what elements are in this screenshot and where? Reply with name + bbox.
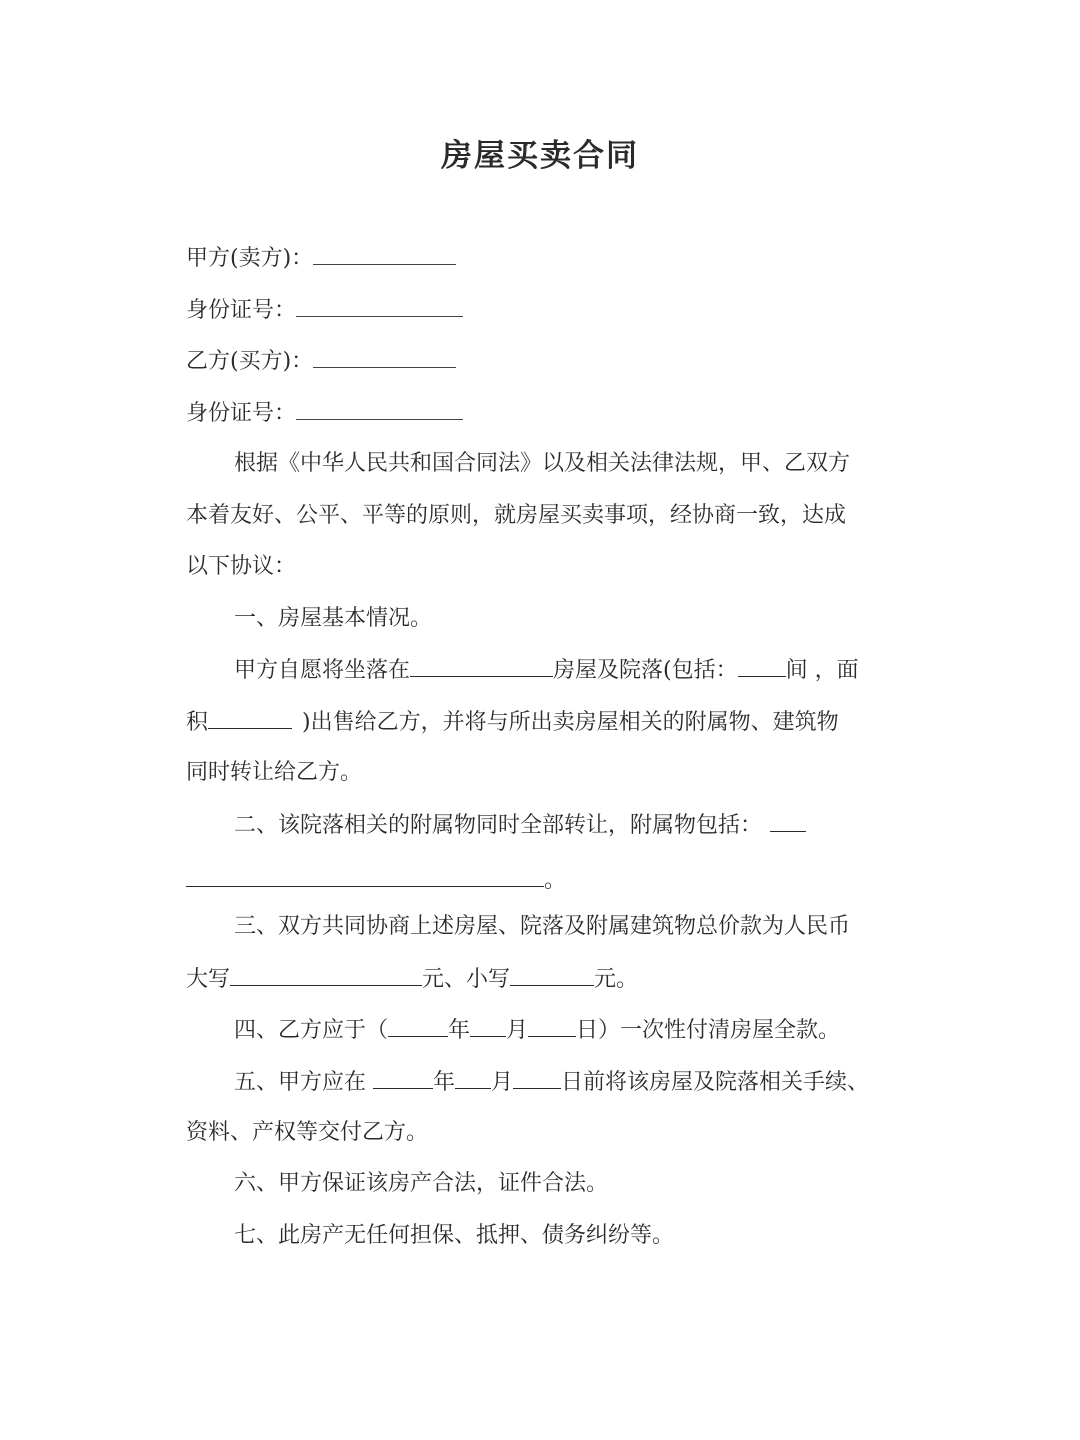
document-title: 房屋买卖合同 [441,138,639,174]
attachments-blank-b[interactable] [186,864,544,887]
pay-month-blank[interactable] [470,1014,506,1037]
amount-figures-blank[interactable] [510,963,594,986]
clause-1-line-2 [186,706,839,739]
clause-3-text-a: 大写 [186,967,231,992]
clause-1-text-c: 间 ，面 [785,658,859,683]
party-b-blank[interactable] [313,345,456,368]
clause-1-text-a: 甲方自愿将坐落在 [234,658,411,683]
location-blank[interactable] [410,654,553,677]
clause-5-line-2: 资料、产权等交付乙方。 [186,1120,429,1145]
deliver-year-blank[interactable] [373,1066,433,1089]
clause-2-line-2 [186,864,566,897]
id-a-label: 身份证号： [186,298,297,323]
id-a-line [186,294,463,327]
preamble-line-3: 以下协议： [186,554,297,579]
clause-5-line-1 [234,1066,869,1099]
clause-1-text-b: 房屋及院落(包括： [553,658,738,683]
clause-1-text-e: )出售给乙方，并将与所出卖房屋相关的附属物、建筑物 [302,710,839,735]
clause-4-line [234,1014,840,1047]
clause-3-text-c: 元。 [594,967,639,992]
clause-3-line-1: 三、双方共同协商上述房屋、院落及附属建筑物总价款为人民币 [234,914,851,939]
clause-4-text-a: 四、乙方应于（ [234,1018,389,1043]
party-b-label: 乙方(买方)： [186,349,314,374]
party-a-label: 甲方(卖方)： [186,246,314,271]
id-b-blank[interactable] [296,397,463,420]
clause-2-line-1 [234,809,806,842]
clause-1-line-3: 同时转让给乙方。 [186,760,363,785]
clause-3-line-2 [186,963,638,996]
party-a-line [186,242,456,275]
id-a-blank[interactable] [296,294,463,317]
deliver-day-blank[interactable] [513,1066,561,1089]
clause-5-month: 月 [491,1070,514,1095]
clause-7-line: 七、此房产无任何担保、抵押、债务纠纷等。 [234,1223,675,1248]
clause-1-line-1 [234,654,859,687]
clause-5-year: 年 [433,1070,456,1095]
rooms-blank[interactable] [738,654,786,677]
clause-2-text: 二、该院落相关的附属物同时全部转让，附属物包括： [234,813,763,838]
clause-6-line: 六、甲方保证该房产合法，证件合法。 [234,1171,609,1196]
clause-1-text-d: 积 [186,710,209,735]
clause-2-end: 。 [544,868,567,893]
party-a-blank[interactable] [313,242,456,265]
deliver-month-blank[interactable] [455,1066,491,1089]
amount-words-blank[interactable] [230,963,422,986]
clause-1-heading: 一、房屋基本情况。 [234,606,433,631]
attachments-blank-a[interactable] [770,809,806,832]
clause-5-text-d: 日前将该房屋及院落相关手续、 [561,1070,870,1095]
preamble-line-2: 本着友好、公平、平等的原则，就房屋买卖事项，经协商一致，达成 [186,503,847,528]
party-b-line [186,345,456,378]
area-blank[interactable] [208,706,292,729]
clause-4-year: 年 [448,1018,471,1043]
id-b-label: 身份证号： [186,401,297,426]
clause-4-text-d: 日）一次性付清房屋全款。 [576,1018,841,1043]
clause-3-text-b: 元、小写 [422,967,511,992]
clause-5-text-a: 五、甲方应在 [234,1070,373,1095]
preamble-line-1: 根据《中华人民共和国合同法》以及相关法律法规，甲、乙双方 [234,451,851,476]
pay-year-blank[interactable] [388,1014,448,1037]
id-b-line [186,397,463,430]
clause-4-month: 月 [506,1018,529,1043]
pay-day-blank[interactable] [528,1014,576,1037]
